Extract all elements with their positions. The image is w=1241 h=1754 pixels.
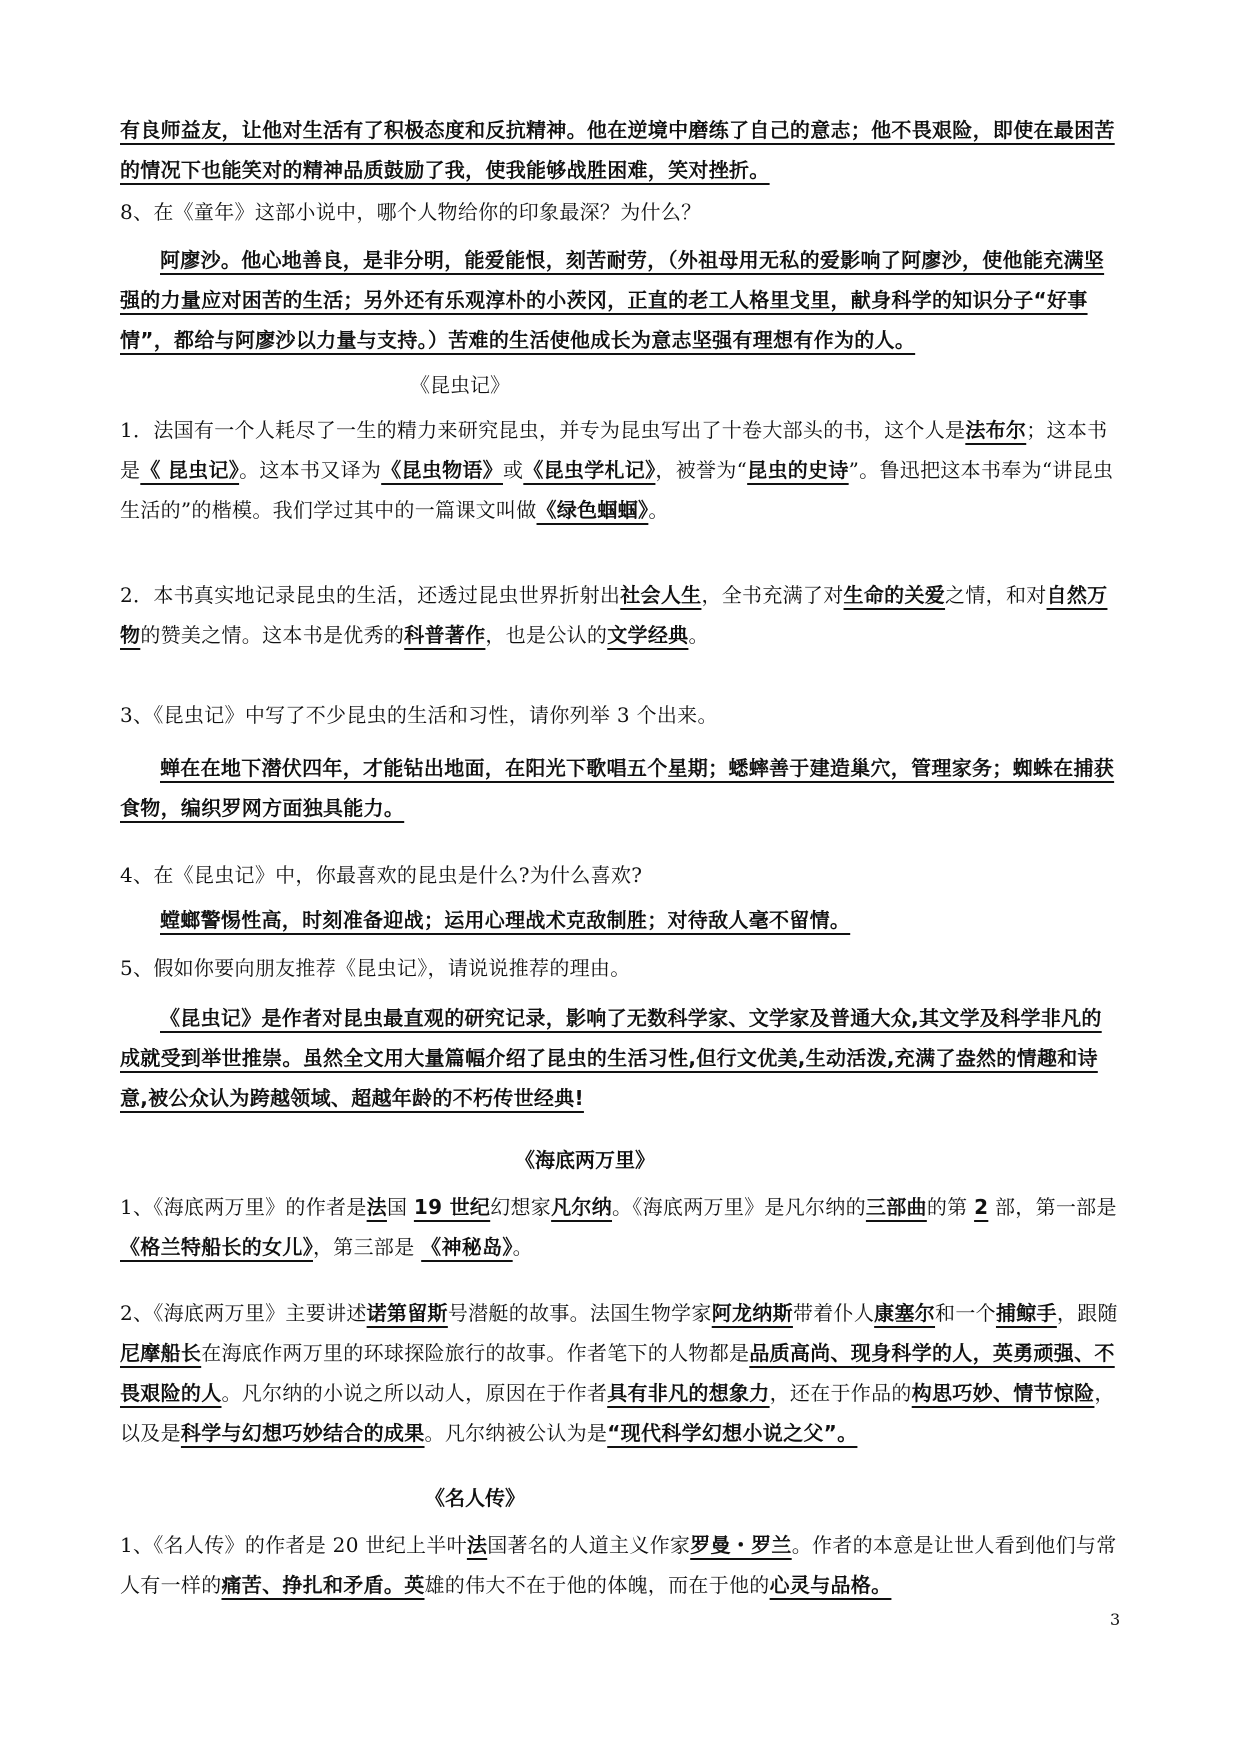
text-run: 之情，和对 (945, 583, 1047, 607)
answer-fill: 文学经典 (607, 623, 689, 647)
text-run: 。作者的本意是让世人看到他们与常人有一样的 (120, 1533, 1117, 1597)
section-title-haidi: 《海底两万里》 (515, 1148, 655, 1172)
text-run: 号潜艇的故事。法国生物学家 (447, 1301, 712, 1325)
text-run: ，还在于作品的 (769, 1381, 912, 1405)
answer-fill: 昆虫的史诗 (747, 458, 849, 482)
answer-fill: 尼摩船长 (120, 1341, 202, 1365)
text-run: 带着仆人 (792, 1301, 875, 1325)
answer-fill: 痛苦、挣扎和矛盾。英 (221, 1573, 425, 1597)
mingren-question-1 (120, 1525, 1120, 1605)
text-run: 2．本书真实地记录昆虫的生活，还透过昆虫世界折射出 (120, 583, 621, 607)
text-run: 和一个 (935, 1301, 996, 1325)
haidi-question-2 (120, 1293, 1120, 1453)
answer-text: 有良师益友，让他对生活有了积极态度和反抗精神。他在逆境中磨练了自己的意志；他不畏艰险，即使在最困苦的情况下也能笑对的精神品质鼓励了我，使我能够战胜困难，笑对挫折。 (120, 118, 1115, 182)
text-run: 1、《名人传》的作者是 20 世纪上半叶 (120, 1533, 467, 1557)
answer-fill: 法布尔 (965, 418, 1027, 442)
answer-fill: 三部曲 (865, 1195, 927, 1219)
kunchong-answer-4 (120, 900, 1120, 940)
section-title-mingren: 《名人传》 (425, 1486, 525, 1510)
text-run: 。凡尔纳被公认为是 (424, 1421, 608, 1445)
text-run: 2、《海底两万里》主要讲述 (120, 1301, 367, 1325)
answer-fill: 19 世纪 (413, 1195, 491, 1219)
text-run: 的赞美之情。这本书是优秀的 (140, 623, 405, 647)
kunchong-answer-3 (120, 748, 1120, 828)
question-text: 3、《昆虫记》中写了不少昆虫的生活和习性，请你列举 3 个出来。 (120, 703, 718, 727)
kunchong-question-1 (120, 410, 1120, 530)
answer-text: 蝉在在地下潜伏四年，才能钻出地面，在阳光下歌唱五个星期；蟋蟀善于建造巢穴，管理家务；蜘蛛在捕获食物，编织罗网方面独具能力。 (120, 756, 1115, 820)
text-run: 在海底作两万里的环球探险旅行的故事。作者笔下的人物都是 (201, 1341, 750, 1365)
answer-fill: 康塞尔 (874, 1301, 936, 1325)
answer-fill: 《格兰特船长的女儿》 (120, 1235, 313, 1259)
text-run: 1．法国有一个人耗尽了一生的精力来研究昆虫，并专为昆虫写出了十卷大部头的书，这个人是 (120, 418, 966, 442)
question-text: 4、在《昆虫记》中，你最喜欢的昆虫是什么?为什么喜欢? (120, 863, 643, 887)
haidi-question-1 (120, 1187, 1120, 1267)
text-run: ，第三部是 (313, 1235, 422, 1259)
answer-fill: 法 (366, 1195, 387, 1219)
text-run: ，跟随 (1056, 1301, 1118, 1325)
text-run: 幻想家 (490, 1195, 552, 1219)
answer-text: 《昆虫记》是作者对昆虫最直观的研究记录，影响了无数科学家、文学家及普通大众,其文学及科学非凡的成就受到举世推崇。虽然全文用大量篇幅介绍了昆虫的生活习性,但行文优美,生动活泼,充满了盎然的情趣和诗意,被公众认为跨越领域、超越年龄的不朽传世经典! (120, 1006, 1102, 1110)
text-run: 。这本书又译为 (239, 458, 382, 482)
kunchong-question-3 (120, 695, 1120, 735)
answer-fill: 捕鲸手 (995, 1301, 1057, 1325)
answer-fill: 自然万物 (120, 583, 1108, 647)
page-number: 3 (1110, 1610, 1121, 1629)
kunchong-question-4 (120, 855, 1120, 895)
kunchong-question-5 (120, 948, 1120, 988)
answer-fill: 生命的关爱 (843, 583, 946, 607)
answer-fill: 《昆虫学札记》 (523, 458, 656, 482)
kunchong-question-2 (120, 575, 1120, 655)
text-run: 1、《海底两万里》的作者是 (120, 1195, 367, 1219)
answer-fill: 《 昆虫记》 (140, 458, 240, 482)
answer-text: 螳螂警惕性高，时刻准备迎战；运用心理战术克敌制胜；对待敌人毫不留情。 (160, 908, 851, 932)
text-run: ”。鲁迅把这本书奉为“讲昆虫生活的”的楷模。我们学过其中的一篇课文叫做 (120, 458, 1114, 522)
text-run: ，以及是 (120, 1381, 1115, 1445)
answer-8 (120, 240, 1120, 360)
text-run: 部，第一部是 (988, 1195, 1117, 1219)
answer-text: 阿廖沙。他心地善良，是非分明，能爱能恨，刻苦耐劳，（外祖母用无私的爱影响了阿廖沙，使他能充满坚强的力量应对困苦的生活；另外还有乐观淳朴的小茨冈，正直的老工人格里戈里，献身科学的知识分子“好事情”，都给与阿廖沙以力量与支持。）苦难的生活使他成长为意志坚强有理想有作为的人。 (120, 248, 1105, 352)
answer-fill: 构思巧妙、情节惊险 (911, 1381, 1095, 1405)
text-run: ，被誉为“ (655, 458, 748, 482)
text-run: 雄的伟大不在于他的体魄，而在于他的 (424, 1573, 770, 1597)
text-run: 国 (386, 1195, 414, 1219)
answer-fill: 诺第留斯 (366, 1301, 448, 1325)
question-8 (120, 192, 1120, 232)
text-run: ，全书充满了对 (701, 583, 844, 607)
text-run: ；这本书是 (120, 418, 1108, 482)
answer-fill: 社会人生 (620, 583, 702, 607)
text-run: 。 (512, 1235, 533, 1259)
answer-fill: 科普著作 (404, 623, 486, 647)
answer-fill: 品质高尚、现身科学的人，英勇顽强、不畏艰险的人 (120, 1341, 1115, 1405)
answer-fill: 心灵与品格。 (769, 1573, 892, 1597)
text-run: ，也是公认的 (485, 623, 608, 647)
kunchong-answer-5 (120, 998, 1120, 1118)
text-run: 。 (648, 498, 669, 522)
answer-fill: 《昆虫物语》 (381, 458, 503, 482)
answer-fill: 凡尔纳 (551, 1195, 613, 1219)
text-run: 国著名的人道主义作家 (487, 1533, 691, 1557)
answer-fill: 2 (974, 1195, 989, 1219)
answer-fill: “现代科学幻想小说之父”。 (607, 1421, 858, 1445)
question-text: 5、假如你要向朋友推荐《昆虫记》，请说说推荐的理由。 (120, 956, 631, 980)
answer-fill: 《绿色蝈蝈》 (536, 498, 649, 522)
text-run: 。凡尔纳的小说之所以动人，原因在于作者 (221, 1381, 608, 1405)
answer-fill: 阿龙纳斯 (711, 1301, 793, 1325)
section-title-kunchongji: 《昆虫记》 (410, 373, 510, 397)
text-run: 或 (503, 458, 524, 482)
question-text: 8、在《童年》这部小说中，哪个人物给你的印象最深？为什么？ (120, 200, 702, 224)
answer-fill: 罗曼・罗兰 (690, 1533, 792, 1557)
answer-fill: 具有非凡的想象力 (607, 1381, 770, 1405)
answer-fill: 科学与幻想巧妙结合的成果 (180, 1421, 425, 1445)
intro-answer-paragraph (120, 110, 1120, 190)
answer-fill: 法 (466, 1533, 488, 1557)
text-run: 。 (688, 623, 709, 647)
text-run: 。《海底两万里》是凡尔纳的 (612, 1195, 866, 1219)
answer-fill: 《神秘岛》 (421, 1235, 513, 1259)
text-run: 的第 (926, 1195, 975, 1219)
